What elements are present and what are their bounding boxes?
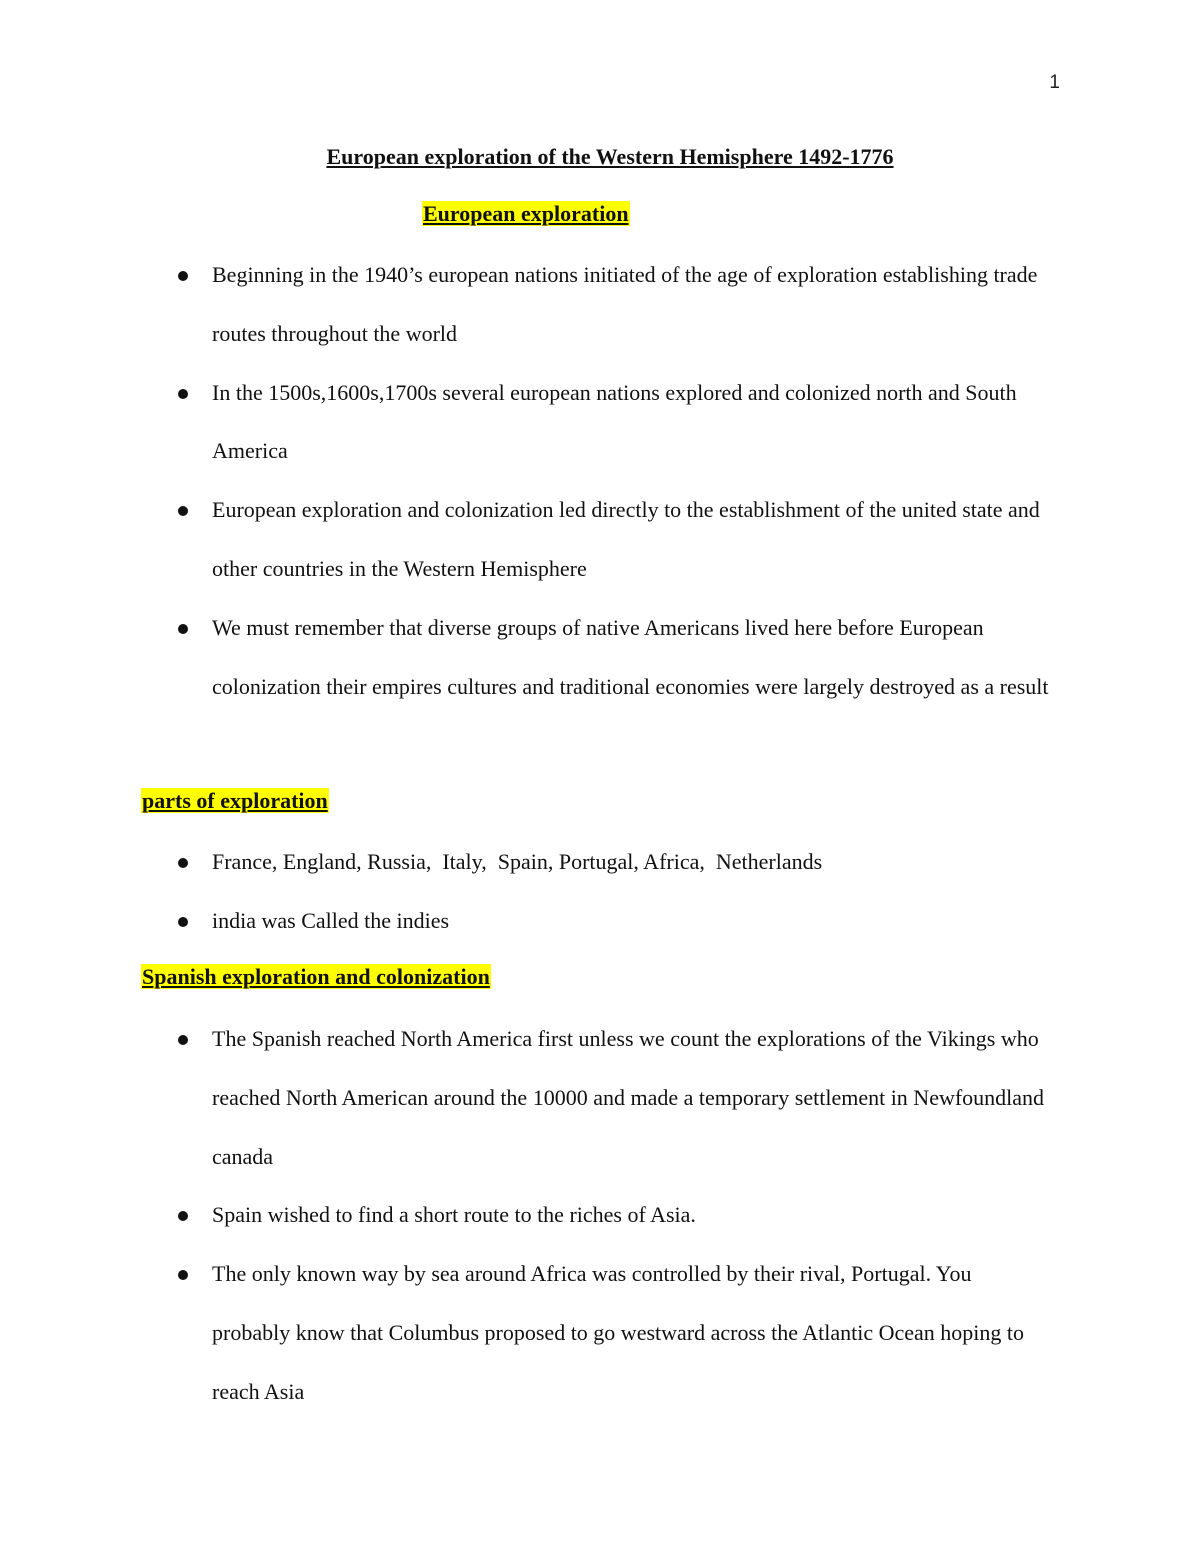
list-item — [172, 833, 1052, 892]
list-item-text: We must remember that diverse groups of native Americans lived here before European colonization their empires cultures and traditional economies were largely destroyed as a result — [212, 614, 1049, 699]
bullet-list-spanish-exploration — [172, 1010, 1052, 1422]
bullet-icon — [178, 624, 188, 634]
highlighted-heading-text: parts of exploration — [142, 788, 328, 813]
list-item — [172, 599, 1052, 717]
list-item — [172, 364, 1052, 482]
bullet-icon — [178, 1211, 188, 1221]
list-item-text: The Spanish reached North America first unless we count the explorations of the Vikings who reached North American around the 10000 and made a temporary settlement in Newfoundland canada — [212, 1026, 1045, 1169]
bullet-icon — [178, 917, 188, 927]
list-item — [172, 246, 1052, 364]
bullet-icon — [178, 858, 188, 868]
list-item-text: Beginning in the 1940’s european nations initiated of the age of exploration establishing trade routes throughout the world — [212, 262, 1038, 346]
bullet-list-european-exploration — [172, 246, 1052, 716]
document-title: European exploration of the Western Hemisphere 1492-1776 — [326, 144, 894, 169]
list-item-text: European exploration and colonization led directly to the establishment of the united state and other countries in the Western Hemisphere — [212, 497, 1040, 581]
list-item — [172, 1186, 1052, 1245]
bullet-list-parts-of-exploration — [172, 833, 1052, 951]
bullet-icon — [178, 271, 188, 281]
list-item — [172, 1010, 1052, 1186]
list-item — [172, 892, 1052, 951]
list-item — [172, 1245, 1052, 1421]
bullet-icon — [178, 389, 188, 399]
list-item-text: The only known way by sea around Africa was controlled by their rival, Portugal. You probably know that Columbus proposed to go westward across the Atlantic Ocean hoping to reach Asia — [212, 1261, 1025, 1404]
section-heading-spanish-exploration — [141, 964, 491, 990]
list-item-text: india was Called the indies — [212, 907, 450, 933]
bullet-icon — [178, 1035, 188, 1045]
list-item-text: In the 1500s,1600s,1700s several european nations explored and colonized north and South America — [212, 379, 1017, 464]
list-item — [172, 481, 1052, 599]
page-number: 1 — [1049, 72, 1060, 93]
list-item-text: France, England, Russia, Italy, Spain, Portugal, Africa, Netherlands — [212, 849, 823, 874]
bullet-icon — [178, 1270, 188, 1280]
section-heading-european-exploration — [422, 201, 630, 227]
highlighted-heading-text: European exploration — [423, 201, 629, 226]
list-item-text: Spain wished to find a short route to the riches of Asia. — [212, 1202, 696, 1228]
highlighted-heading-text: Spanish exploration and colonization — [142, 964, 490, 989]
section-heading-parts-of-exploration — [141, 788, 329, 814]
bullet-icon — [178, 506, 188, 516]
